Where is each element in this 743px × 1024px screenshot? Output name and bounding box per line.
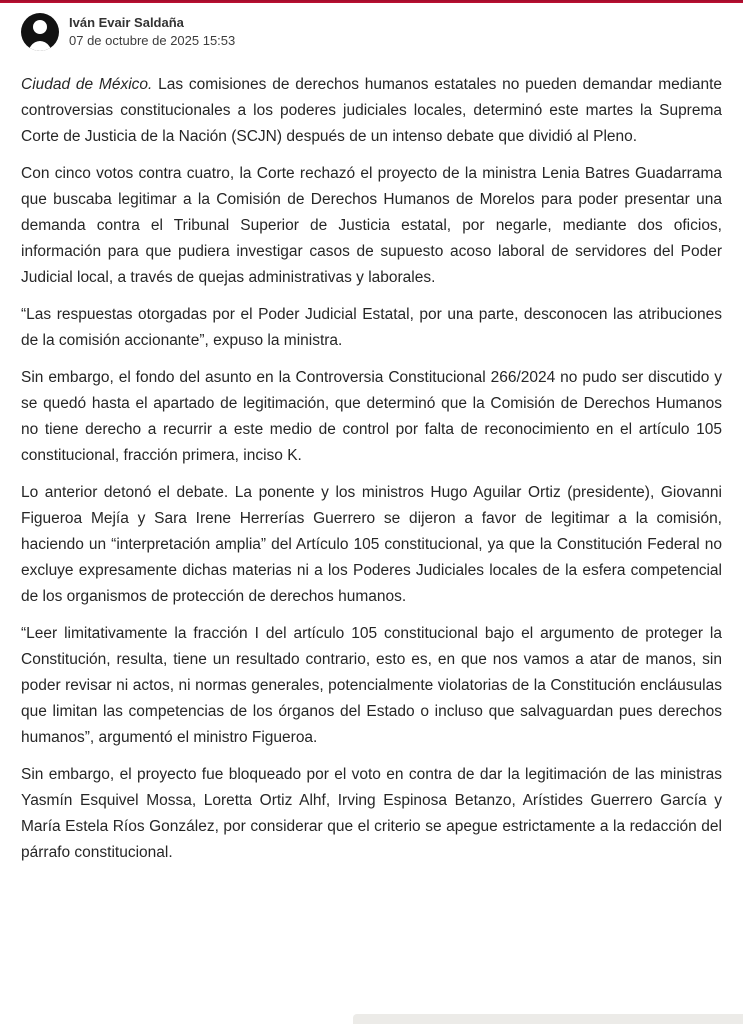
person-icon [33, 20, 47, 34]
article-body [0, 51, 743, 866]
article-paragraph: “Las respuestas otorgadas por el Poder Judicial Estatal, por una parte, desconocen las atribuciones de la comisión accionante”, expuso la ministra. [21, 306, 722, 349]
article-paragraph: Con cinco votos contra cuatro, la Corte rechazó el proyecto de la ministra Lenia Batres Guadarrama que buscaba legitimar a la Comisión de Derechos Humanos de Morelos para poder presentar una demanda contra el Tribunal Superior de Justicia estatal, por negarle, mediante dos oficios, información para que pudiera investigar casos de supuesto acoso laboral de servidores del Poder Judicial local, a través de quejas administrativas y laborales. [21, 165, 722, 286]
article-paragraph [21, 72, 722, 150]
paragraph-text: Las comisiones de derechos humanos estatales no pueden demandar mediante controversias constitucionales a los poderes judiciales locales, determinó este martes la Suprema Corte de Justicia de la Nación (SCJN) después de un intenso debate que dividió al Pleno. [21, 76, 722, 145]
person-icon-torso [27, 41, 53, 51]
article-paragraph: Sin embargo, el fondo del asunto en la Controversia Constitucional 266/2024 no pudo ser discutido y se quedó hasta el apartado de legitimación, que determinó que la Comisión de Derechos Humanos no tiene derecho a recurrir a este medio de control por falta de reconocimiento en el artículo 105 constitucional, fracción primera, inciso K. [21, 369, 722, 464]
article-paragraph: “Leer limitativamente la fracción I del artículo 105 constitucional bajo el argumento de proteger la Constitución, resulta, tiene un resultado contrario, esto es, en que nos vamos a atar de manos, sin poder revisar ni actos, ni normas generales, potencialmente violatorias de la Constitución encláusulas que limitan las competencias de los órganos del Estado o incluso que salvaguardan pues derechos humanos”, argumentó el ministro Figueroa. [21, 625, 722, 746]
dateline: Ciudad de México. [21, 76, 153, 93]
byline-text [69, 15, 235, 50]
author-name[interactable]: Iván Evair Saldaña [69, 14, 184, 30]
below-fold-box [353, 1014, 743, 1024]
article-paragraph: Lo anterior detonó el debate. La ponente y los ministros Hugo Aguilar Ortiz (presidente), Giovanni Figueroa Mejía y Sara Irene Herrerías Guerrero se dijeron a favor de legitimar a la comisión, haciendo un “interpretación amplia” del Artículo 105 constitucional, ya que la Constitución Federal no excluye expresamente dichas materias ni a los Poderes Judiciales locales de la esfera competencial de los organismos de protección de derechos humanos. [21, 484, 722, 605]
publish-datetime: 07 de octubre de 2025 15:53 [69, 33, 236, 48]
byline [0, 3, 743, 51]
article-paragraph: Sin embargo, el proyecto fue bloqueado por el voto en contra de dar la legitimación de las ministras Yasmín Esquivel Mossa, Loretta Ortiz Alhf, Irving Espinosa Betanzo, Arístides Guerrero García y María Estela Ríos González, por considerar que el criterio se apegue estrictamente a la redacción del párrafo constitucional. [21, 766, 722, 861]
avatar[interactable] [21, 13, 59, 51]
